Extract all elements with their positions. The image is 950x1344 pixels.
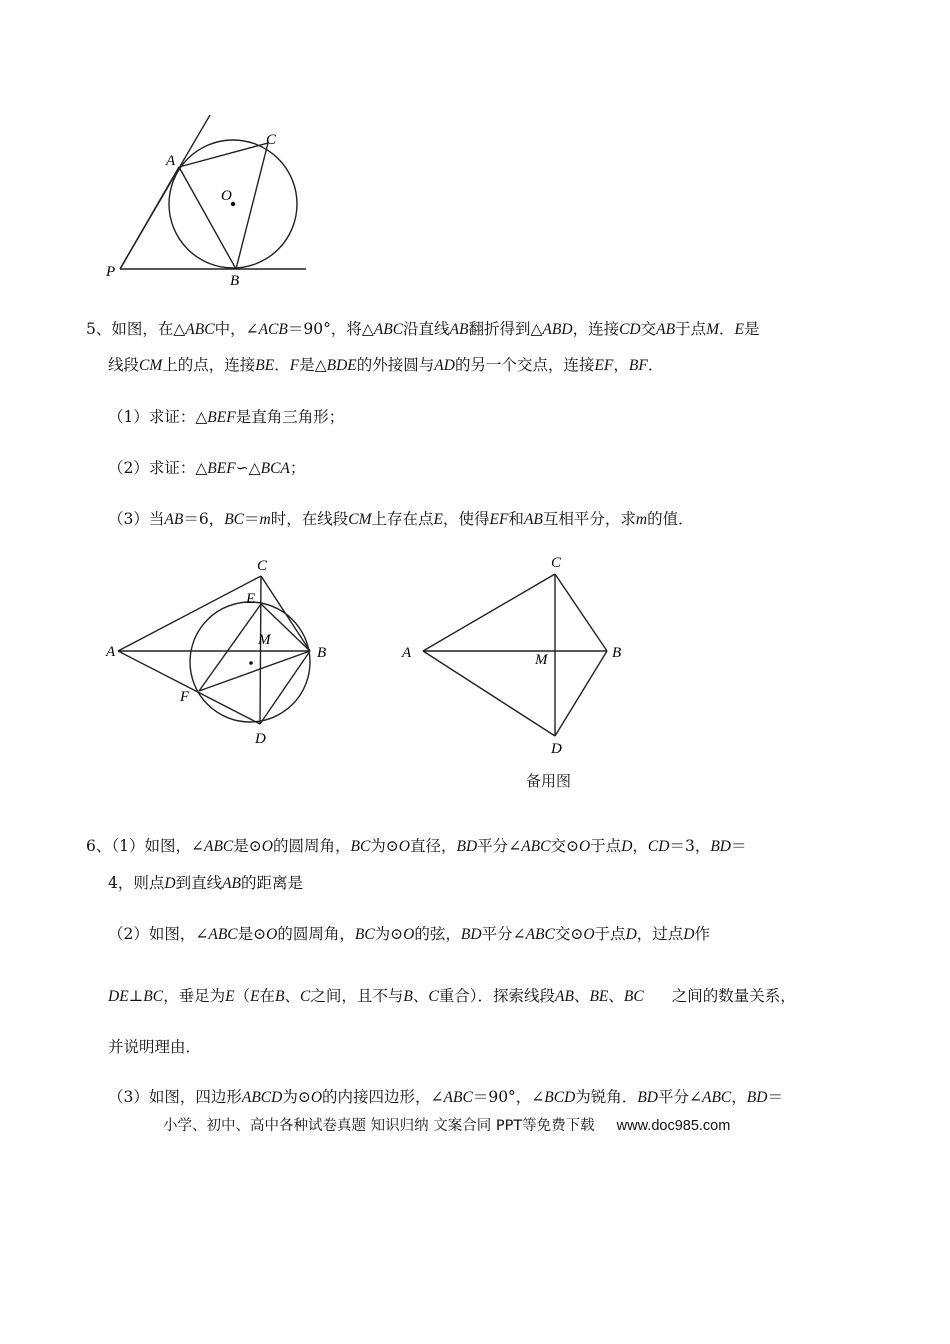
label-b: B: [612, 645, 622, 661]
q6-part1-line2: 4，则点D到直线AB的距离是: [108, 874, 304, 892]
q6-number: 6、: [86, 837, 112, 855]
q5-number: 5、: [86, 320, 112, 338]
label-d: D: [551, 741, 562, 757]
label-e: E: [246, 591, 256, 607]
q5-line1: [86, 318, 760, 341]
label-f: F: [180, 689, 190, 705]
label-m: M: [258, 632, 271, 648]
footer-text: 小学、初中、高中各种试卷真题 知识归纳 文案合同 PPT等免费下载: [163, 1118, 595, 1134]
label-c: C: [266, 132, 277, 148]
label-p: P: [106, 264, 116, 280]
q5-stem-line1: 如图，在△ABC中，∠ACB＝90°，将△ABC沿直线AB翻折得到△ABD，连接CD交AB于点M．E是: [111, 320, 760, 338]
q6-part2-line3: 并说明理由．: [108, 1038, 202, 1056]
label-c: C: [257, 558, 268, 574]
q6-line1: [86, 835, 747, 858]
page-footer: [163, 1114, 730, 1135]
label-a: A: [402, 645, 412, 661]
label-b: B: [317, 645, 327, 661]
figure-tangent-circle: [100, 110, 320, 295]
label-m: M: [535, 652, 548, 668]
q5-part3: （3）当AB＝6，BC＝m时，在线段CM上存在点E，使得EF和AB互相平分，求m的值．: [108, 510, 694, 528]
label-d: D: [255, 731, 266, 747]
label-a: A: [166, 153, 176, 169]
label-c: C: [551, 555, 562, 571]
footer-url[interactable]: www.doc985.com: [616, 1118, 731, 1134]
spare-figure-caption: 备用图: [526, 772, 572, 790]
q6-part3-line1: （3）如图，四边形ABCD为⊙O的内接四边形，∠ABC＝90°，∠BCD为锐角．BD平分∠ABC，BD＝: [108, 1088, 783, 1106]
q6-part1-line1: （1）如图，∠ABC是⊙O的圆周角，BC为⊙O直径，BD平分∠ABC交⊙O于点D，CD＝3，BD＝: [111, 837, 747, 855]
q5-part1: （1）求证：△BEF是直角三角形；: [108, 408, 345, 426]
q5-part2: （2）求证：△BEF∽△BCA；: [108, 459, 306, 477]
figure-q5-spare: [395, 548, 635, 758]
label-b: B: [230, 273, 240, 289]
q6-part2-line1: （2）如图，∠ABC是⊙O的圆周角，BC为⊙O的弦，BD平分∠ABC交⊙O于点D，过点D作: [108, 925, 710, 943]
q5-line2: 线段CM上的点，连接BE．F是△BDE的外接圆与AD的另一个交点，连接EF，BF．: [108, 356, 664, 374]
q6-part2-line2: DE⊥BC，垂足为E（E在B、C之间，且不与B、C重合）．探索线段AB、BE、BC 之间的数量关系，: [108, 987, 796, 1005]
label-o: O: [221, 188, 232, 204]
label-a: A: [106, 644, 116, 660]
figure-q5-main: [100, 555, 340, 750]
